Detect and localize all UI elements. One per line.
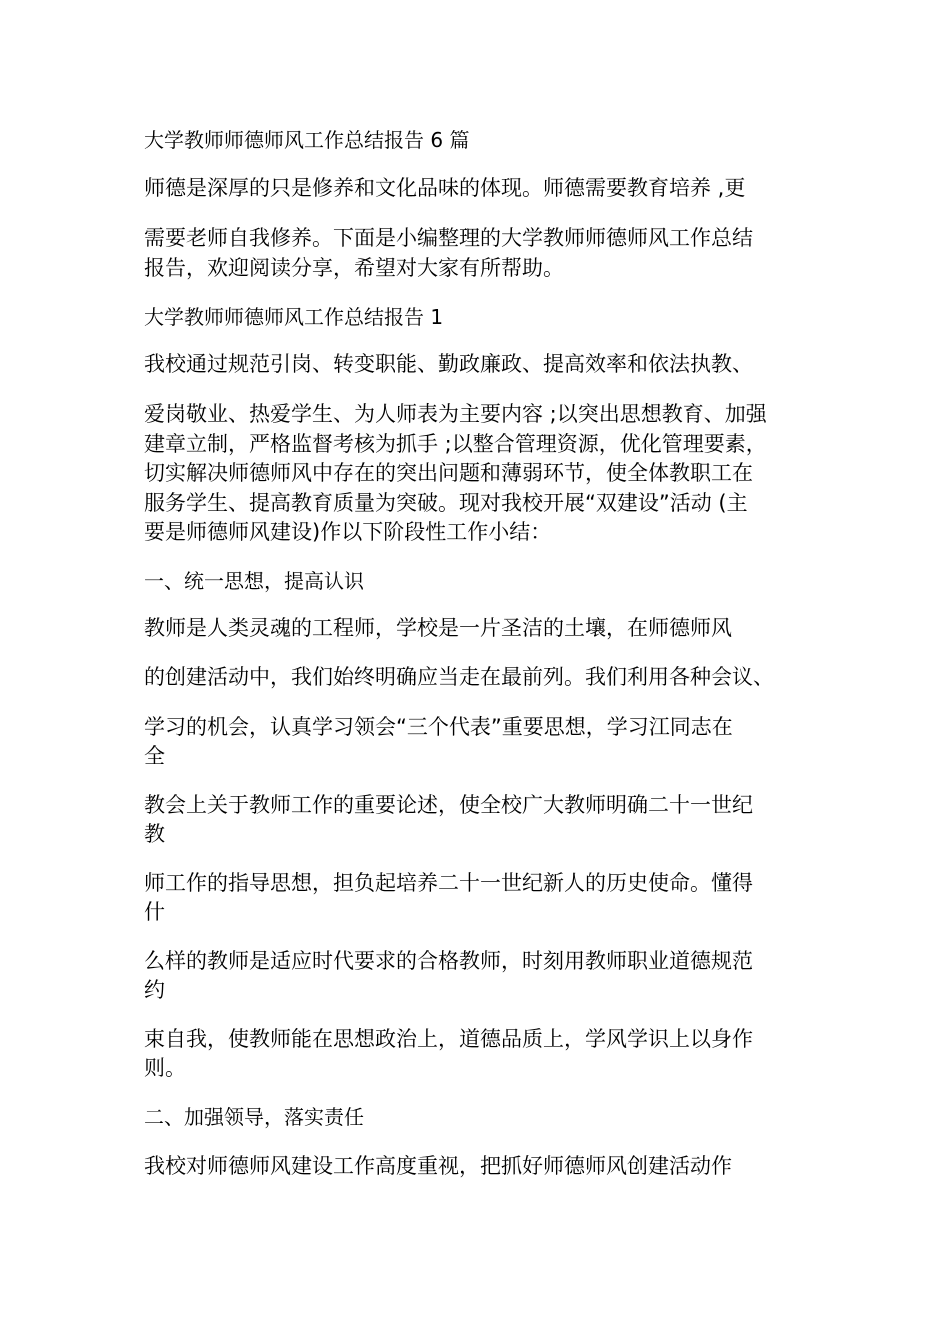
paragraph-line: 教师是人类灵魂的工程师，学校是一片圣洁的土壤，在师德师风 [144, 616, 732, 640]
paragraph-line: 学习的机会，认真学习领会“三个代表”重要思想，学习江同志在 [144, 715, 733, 739]
paragraph-line: 全 [144, 744, 165, 768]
paragraph-line: 教 [144, 822, 165, 846]
document-title: 大学教师师德师风工作总结报告 6 篇 [144, 128, 470, 152]
paragraph-line: 服务学生、提高教育质量为突破。现对我校开展“双建设”活动 (主 [144, 491, 748, 515]
intro-line: 师德是深厚的只是修养和文化品味的体现。师德需要教育培养 ,更 [144, 176, 746, 200]
section-heading: 一、统一思想，提高认识 [144, 569, 364, 593]
paragraph-line: 么样的教师是适应时代要求的合格教师，时刻用教师职业道德规范 [144, 949, 753, 973]
paragraph-line: 我校对师德师风建设工作高度重视，把抓好师德师风创建活动作 [144, 1154, 732, 1178]
section-title: 大学教师师德师风工作总结报告 1 [144, 305, 444, 329]
paragraph-line: 束自我，使教师能在思想政治上，道德品质上，学风学识上以身作 [144, 1027, 753, 1051]
paragraph-line: 什 [144, 900, 165, 924]
paragraph-line: 则。 [144, 1056, 186, 1080]
paragraph-line: 要是师德师风建设)作以下阶段性工作小结： [144, 520, 552, 544]
paragraph-line: 的创建活动中，我们始终明确应当走在最前列。我们利用各种会议、 [144, 665, 774, 689]
paragraph-line: 师工作的指导思想，担负起培养二十一世纪新人的历史使命。懂得 [144, 871, 753, 895]
paragraph-line: 教会上关于教师工作的重要论述，使全校广大教师明确二十一世纪 [144, 793, 753, 817]
paragraph-line: 爱岗敬业、热爱学生、为人师表为主要内容 ;以突出思想教育、加强 [144, 402, 767, 426]
intro-line: 需要老师自我修养。下面是小编整理的大学教师师德师风工作总结 [144, 226, 753, 250]
paragraph-line: 我校通过规范引岗、转变职能、勤政廉政、提高效率和依法执教、 [144, 352, 753, 376]
paragraph-line: 建章立制，严格监督考核为抓手 ;以整合管理资源，优化管理要素， [144, 432, 767, 456]
paragraph-line: 约 [144, 978, 165, 1002]
intro-line: 报告，欢迎阅读分享，希望对大家有所帮助。 [144, 256, 564, 280]
section-heading: 二、加强领导，落实责任 [144, 1105, 364, 1129]
paragraph-line: 切实解决师德师风中存在的突出问题和薄弱环节，使全体教职工在 [144, 461, 753, 485]
